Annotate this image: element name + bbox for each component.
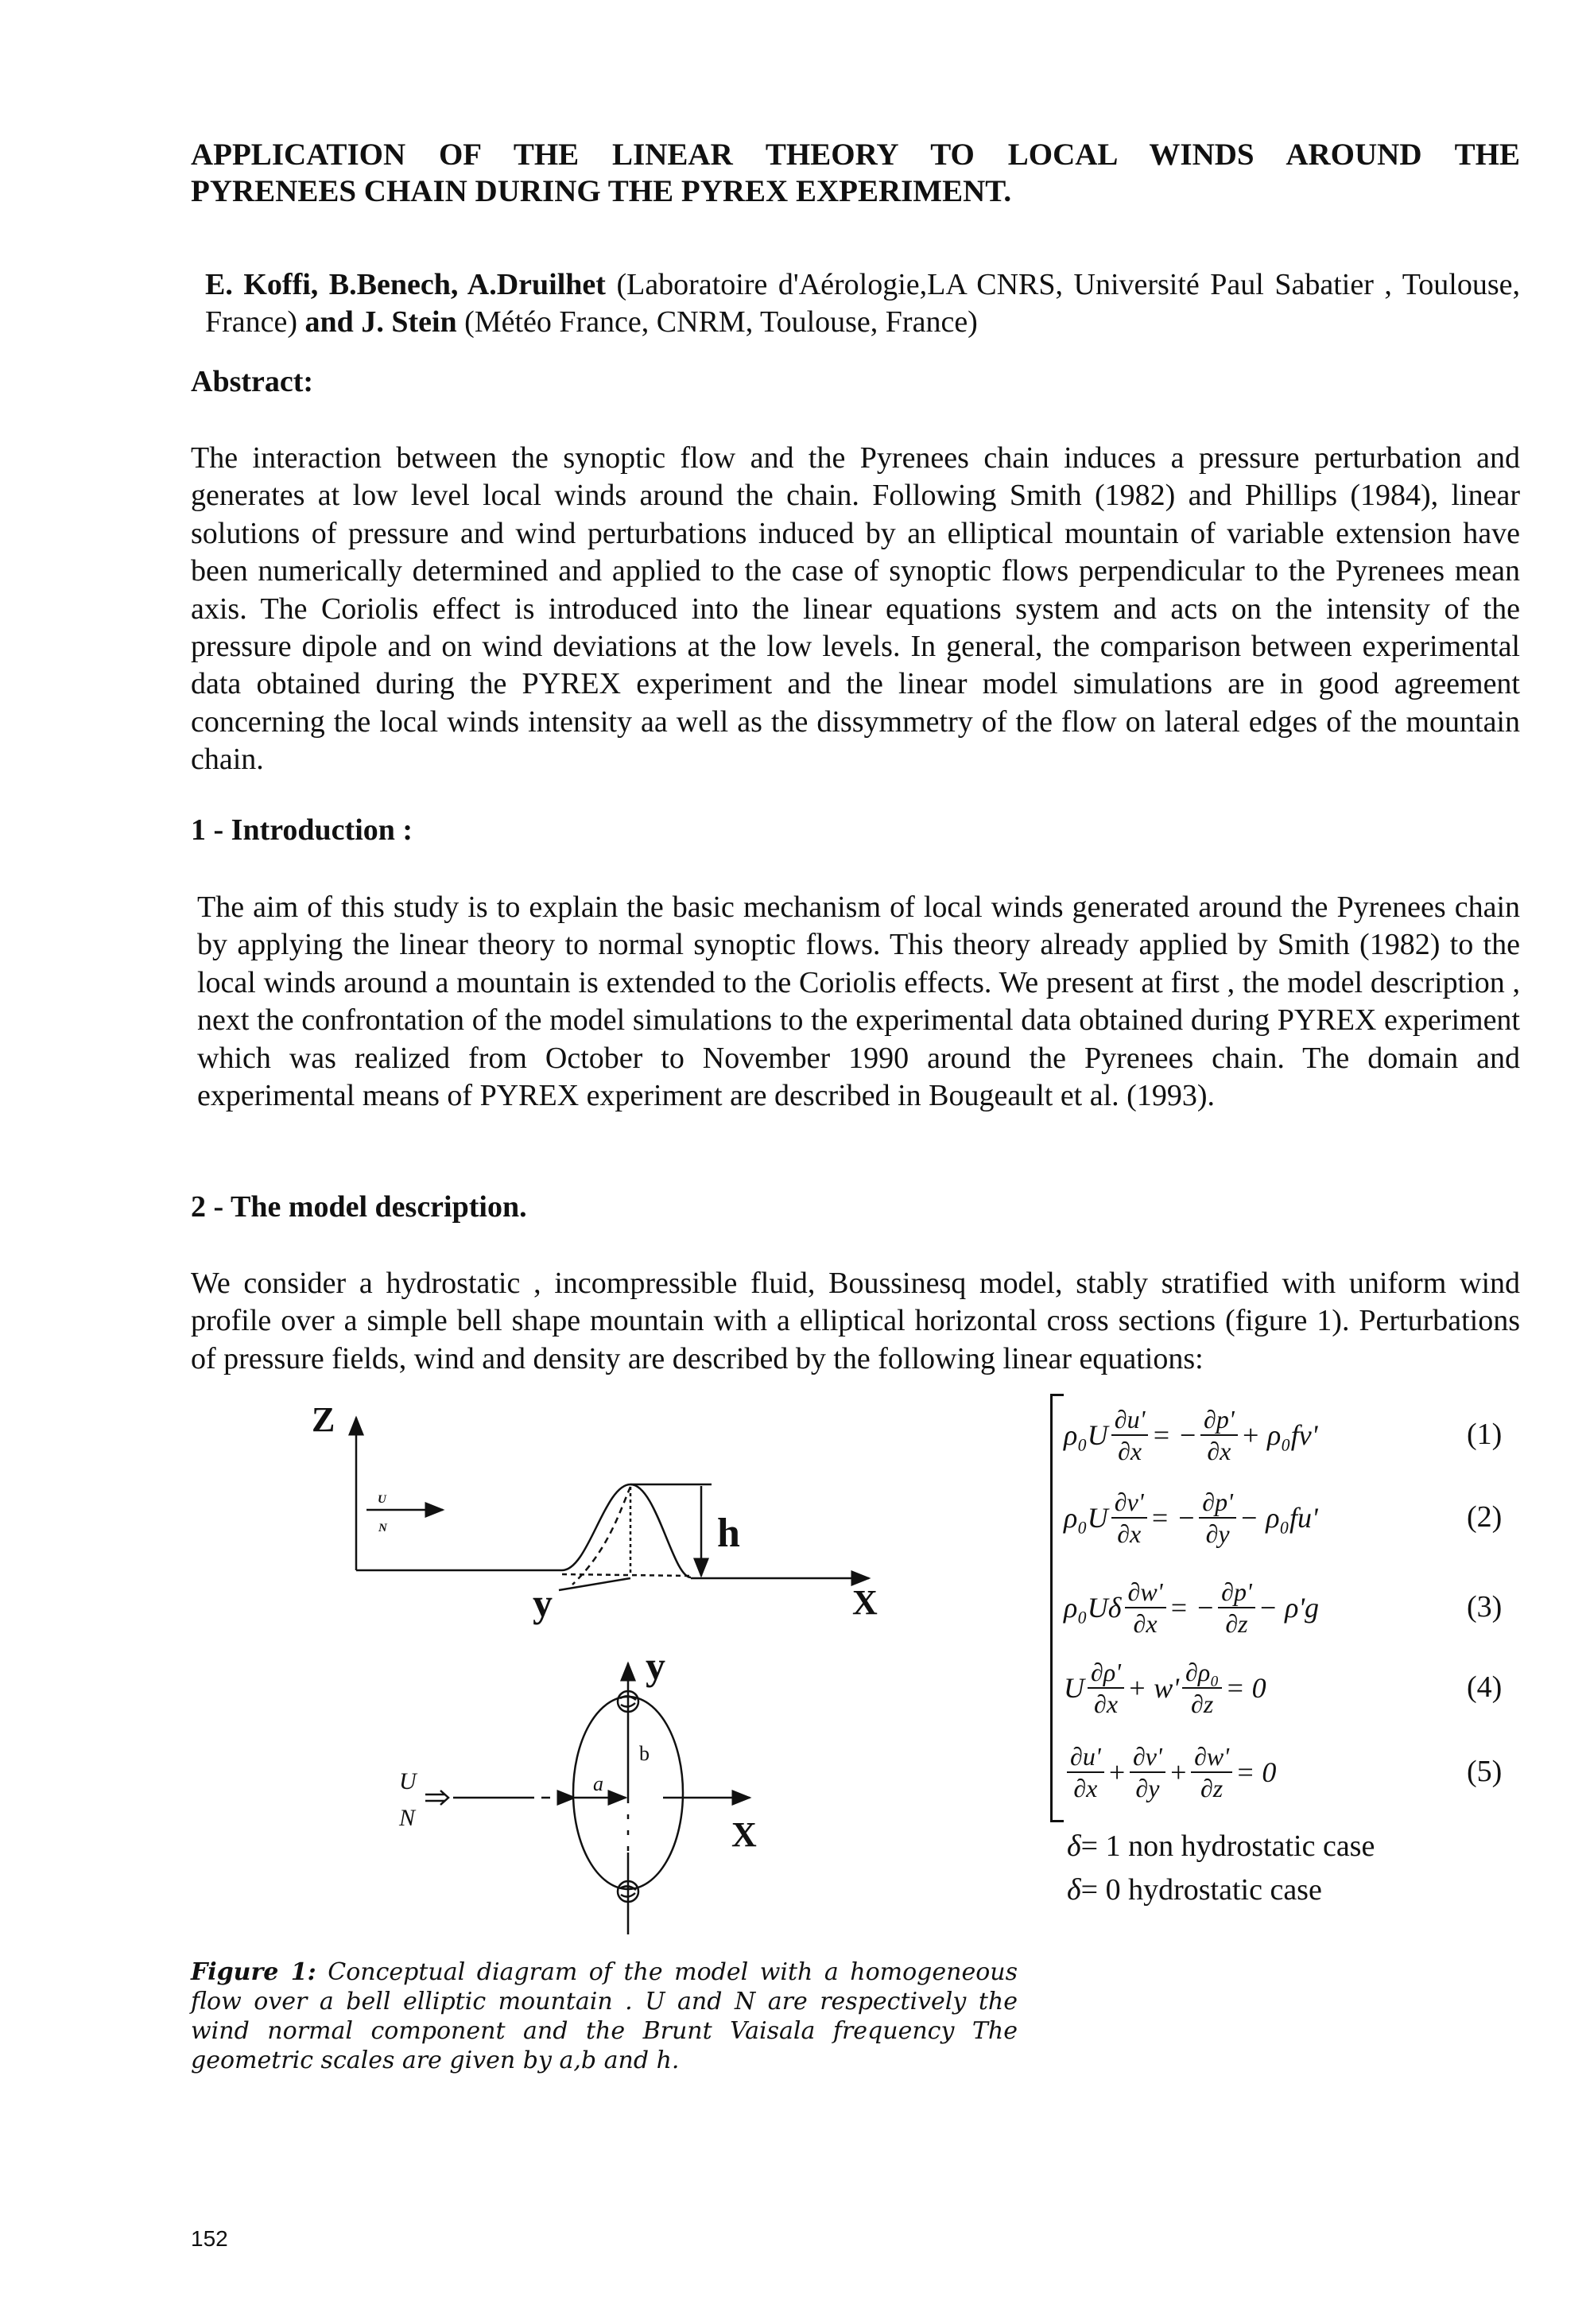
nonhydrostatic-case — [1067, 1829, 1375, 1864]
delta-symbol: δ — [1067, 1829, 1081, 1863]
fraction — [1111, 1487, 1147, 1549]
equation-term: = − — [1150, 1502, 1196, 1534]
numerator: ∂p' — [1218, 1577, 1255, 1608]
numerator: ∂ρ₀ — [1182, 1657, 1222, 1689]
numerator: ∂w' — [1191, 1741, 1232, 1773]
denominator: ∂y — [1135, 1774, 1160, 1802]
intro-heading: 1 - Introduction : — [191, 813, 413, 847]
equation-term: − ρ₀fu' — [1239, 1502, 1318, 1534]
numerator: ∂ρ' — [1088, 1657, 1124, 1689]
figure-1-diagram — [270, 1352, 1065, 1956]
n-label-top: N — [378, 1522, 387, 1534]
numerator: ∂u' — [1111, 1404, 1149, 1436]
equation-2 — [1064, 1480, 1318, 1556]
nonhydrostatic-text: = 1 non hydrostatic case — [1080, 1829, 1375, 1863]
abstract-text: The interaction between the synoptic flow and the Pyrenees chain induces a pressure perturbation and generates at low level local winds around the chain. Following Smith (1982) and Phillips (1984), linear solutions of pressure and wind perturbations induced by an elliptical mountain of variable extension have been numerically determined and applied to the case of synoptic flows perpendicular to the Pyrenees mean axis. The Coriolis effect is introduced into the linear equations system and acts on the intensity of the pressure dipole and on wind deviations at the low levels. In general, the comparison between experimental data obtained during the PYREX experiment and the linear model simulations are in good agreement concerning the local winds intensity aa well as the dissymmetry of the flow on lateral edges of the mountain chain. — [191, 441, 1520, 777]
equation-bracket — [1050, 1394, 1064, 1822]
equation-term: U — [1064, 1672, 1084, 1704]
equation-term: = 0 — [1235, 1756, 1277, 1788]
denominator: ∂x — [1073, 1774, 1098, 1802]
u-label-plan: U — [399, 1768, 417, 1794]
fraction — [1111, 1404, 1149, 1466]
caption-label: Figure 1: — [191, 1958, 316, 1986]
hydrostatic-text: = 0 hydrostatic case — [1080, 1873, 1322, 1907]
denominator: ∂x — [1117, 1519, 1142, 1548]
caption-text: Conceptual diagram of the model with a homogeneous flow over a bell elliptic mountain . U and N are respectively the wind normal component and the Brunt Vaisala frequency The geometric scales are given by a,b and h. — [191, 1958, 1018, 2074]
fraction — [1218, 1577, 1255, 1639]
numerator: ∂u' — [1067, 1741, 1104, 1773]
equation-number: (5) — [1467, 1755, 1503, 1788]
fraction — [1130, 1741, 1165, 1803]
equation-4 — [1064, 1650, 1266, 1726]
numerator: ∂v' — [1130, 1741, 1165, 1773]
denominator: ∂x — [1133, 1609, 1158, 1638]
denominator: ∂x — [1094, 1690, 1119, 1718]
double-arrow — [425, 1791, 448, 1805]
author-names-2: and J. Stein — [304, 305, 457, 339]
fraction — [1199, 1487, 1236, 1549]
denominator: ∂x — [1118, 1437, 1142, 1465]
numerator: ∂p' — [1200, 1404, 1238, 1436]
title-line-2: PYRENEES CHAIN DURING THE PYREX EXPERIMENT. — [191, 174, 1012, 208]
denominator: ∂z — [1200, 1774, 1224, 1802]
equation-term: − ρ'g — [1258, 1592, 1320, 1624]
authors — [205, 266, 1520, 342]
equation-term: ρ₀U — [1064, 1419, 1108, 1451]
paper-title — [191, 137, 1520, 210]
denominator: ∂y — [1205, 1519, 1230, 1548]
affiliation-2: (Météo France, CNRM, Toulouse, France) — [456, 305, 978, 339]
fraction — [1125, 1577, 1166, 1639]
affiliation-1: (Laboratoire d'Aérologie,LA CNRS, Université Paul Sabatier , Toulouse, France) — [205, 268, 1520, 339]
denominator: ∂z — [1225, 1609, 1248, 1638]
y-label-plan: y — [646, 1643, 665, 1688]
equation-term: + — [1168, 1756, 1189, 1788]
h-label: h — [717, 1511, 740, 1556]
denominator: ∂z — [1191, 1690, 1214, 1718]
fraction — [1191, 1741, 1232, 1803]
model-heading: 2 - The model description. — [191, 1190, 527, 1224]
b-label: b — [639, 1742, 650, 1765]
equation-3 — [1064, 1569, 1319, 1646]
equation-term: + — [1107, 1756, 1127, 1788]
equation-term: = − — [1151, 1419, 1198, 1451]
equation-number: (1) — [1467, 1418, 1503, 1451]
fraction — [1200, 1404, 1238, 1466]
equation-term: + w' — [1127, 1672, 1180, 1704]
model-text: We consider a hydrostatic , incompressible fluid, Boussinesq model, stably stratified with uniform wind profile over a simple bell shape mountain with a elliptical horizontal cross sections (figure 1). Perturbations of pressure fields, wind and density are described by the following linear equations: — [191, 1267, 1520, 1375]
fraction — [1088, 1657, 1124, 1719]
equation-number: (2) — [1467, 1500, 1503, 1534]
equation-term: = − — [1169, 1592, 1216, 1624]
equation-term: = 0 — [1225, 1672, 1266, 1704]
equation-term: + ρ₀fv' — [1240, 1419, 1318, 1451]
z-label: Z — [312, 1400, 335, 1439]
equation-number: (3) — [1467, 1590, 1503, 1624]
fraction — [1067, 1741, 1104, 1803]
a-label: a — [593, 1772, 603, 1795]
figure-caption — [191, 1957, 1018, 2075]
numerator: ∂v' — [1111, 1487, 1147, 1519]
u-label-top: U — [378, 1493, 386, 1506]
x-label-top: X — [852, 1583, 878, 1622]
y-label-top: y — [533, 1581, 553, 1625]
abstract-heading: Abstract: — [191, 365, 314, 398]
n-label-plan: N — [399, 1805, 416, 1831]
delta-symbol: δ — [1067, 1873, 1081, 1907]
numerator: ∂p' — [1199, 1487, 1236, 1519]
title-line-1: APPLICATION OF THE LINEAR THEORY TO LOCAL WINDS AROUND THE — [191, 138, 1520, 172]
equation-term: ρ₀U — [1064, 1502, 1108, 1534]
intro-text: The aim of this study is to explain the basic mechanism of local winds generated around the Pyrenees chain by applying the linear theory to normal synoptic flows. This theory already applied by Smith (1982) to the local winds around a mountain is extended to the Coriolis effects. We present at first , the model description , next the confrontation of the model simulations to the experimental data obtained during PYREX experiment which was realized from October to November 1990 around the Pyrenees chain. The domain and experimental means of PYREX experiment are described in Bougeault et al. (1993). — [197, 890, 1520, 1113]
equation-1 — [1064, 1397, 1317, 1473]
equation-5 — [1064, 1734, 1276, 1810]
page-number: 152 — [191, 2226, 228, 2251]
equation-term: ρ₀Uδ — [1064, 1592, 1122, 1624]
fraction — [1182, 1657, 1222, 1719]
equation-number: (4) — [1467, 1670, 1503, 1704]
y-axis-perspective — [559, 1578, 630, 1590]
denominator: ∂x — [1207, 1437, 1231, 1465]
numerator: ∂w' — [1125, 1577, 1166, 1608]
hydrostatic-case — [1067, 1872, 1322, 1907]
author-names-1: E. Koffi, B.Benech, A.Druilhet — [205, 268, 606, 301]
x-label-plan: X — [731, 1815, 757, 1854]
